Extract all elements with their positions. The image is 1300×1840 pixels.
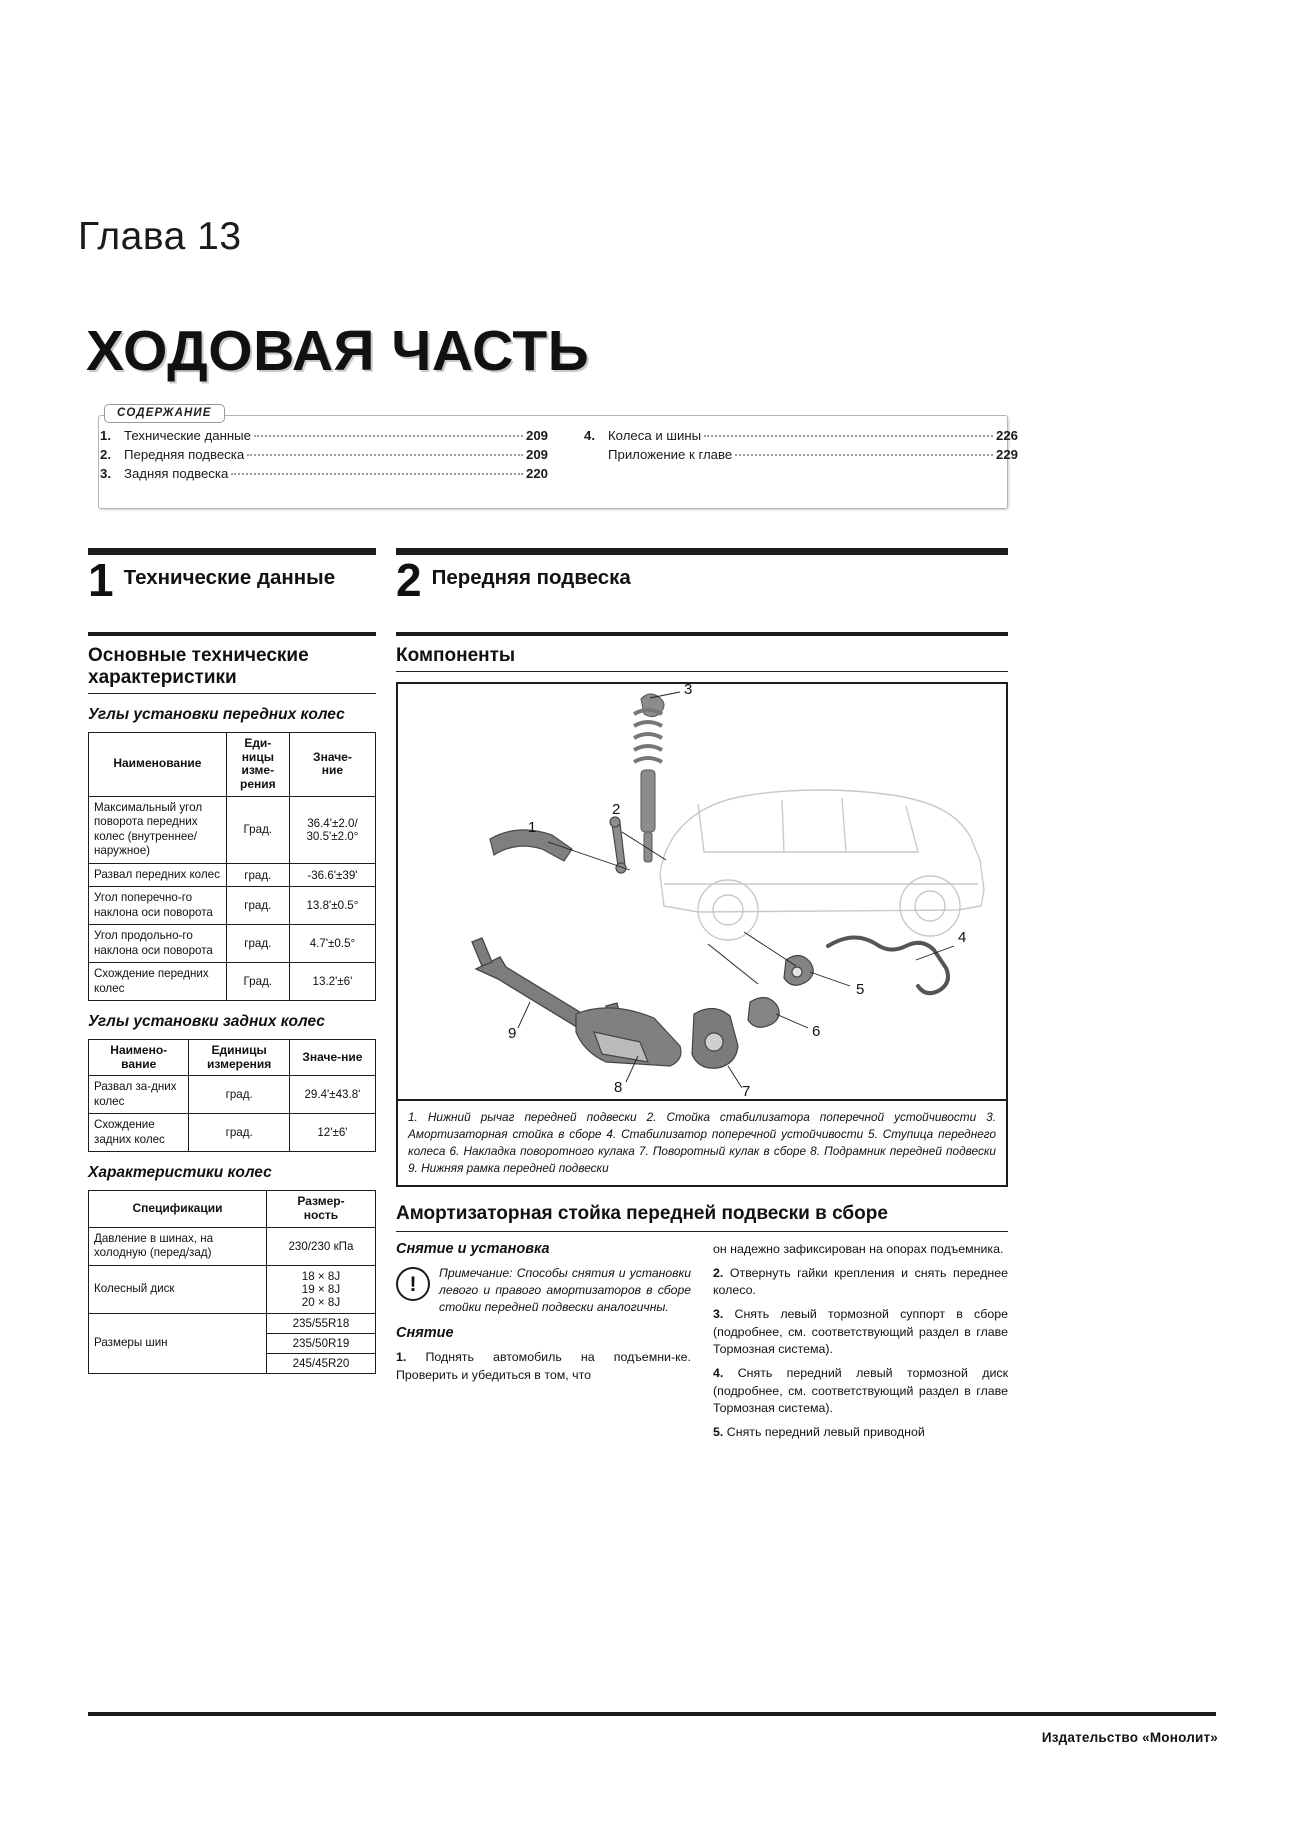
section-1-name: Технические данные bbox=[123, 566, 336, 589]
subsection-heading: Основные технические характеристики bbox=[88, 645, 309, 688]
toc-entry[interactable] bbox=[78, 447, 548, 462]
cell-dimension bbox=[266, 1265, 375, 1313]
toc-entry-label: Технические данные bbox=[124, 428, 251, 443]
col-header-units: Еди- ницы изме- рения bbox=[226, 732, 289, 796]
list-item bbox=[713, 1424, 1008, 1442]
diagram-label-7: 7 bbox=[742, 1083, 751, 1100]
list-item bbox=[713, 1241, 1008, 1259]
toc-entry-label: Передняя подвеска bbox=[124, 447, 245, 462]
cell-name: Угол поперечно-го наклона оси поворота bbox=[89, 887, 227, 925]
section-2-name: Передняя подвеска bbox=[431, 566, 631, 589]
table-front-title: Углы установки передних колес bbox=[88, 706, 345, 724]
dimension-item: 18 × 8J bbox=[301, 1269, 341, 1283]
chapter-title: ХОДОВАЯ ЧАСТЬ bbox=[86, 319, 590, 383]
diagram-label-3: 3 bbox=[684, 684, 693, 699]
tire-size-list bbox=[267, 1314, 375, 1373]
part-7-steering-knuckle bbox=[692, 1009, 738, 1069]
dimension-item: 20 × 8J bbox=[301, 1295, 341, 1309]
cell-units: Град. bbox=[226, 963, 289, 1001]
diagram-label-4: 4 bbox=[958, 929, 967, 947]
section-1-number: 1 bbox=[88, 554, 114, 606]
table-row bbox=[89, 1265, 376, 1313]
cell-spec: Колесный диск bbox=[89, 1265, 267, 1313]
section-rule-bottom bbox=[396, 632, 1008, 636]
footer-publisher: Издательство «Монолит» bbox=[1041, 1730, 1218, 1745]
toc-entry-page: 229 bbox=[995, 447, 1018, 462]
toc-entry-number: 4. bbox=[584, 428, 595, 443]
cell-value: 4.7'±0.5° bbox=[289, 925, 375, 963]
toc-column-right bbox=[548, 428, 1018, 485]
table-row bbox=[89, 1313, 376, 1373]
dimension-item: 19 × 8J bbox=[301, 1282, 341, 1296]
step-text: Снять передний левый тормозной диск (подробнее, см. соответствующий раздел в главе Тормозная система). bbox=[713, 1365, 1008, 1416]
chapter-label: Глава 13 bbox=[78, 215, 242, 258]
toc-entry[interactable] bbox=[78, 466, 548, 481]
table-wheels-title: Характеристики колес bbox=[88, 1164, 272, 1182]
list-item bbox=[713, 1306, 1008, 1359]
step-number: 1. bbox=[396, 1350, 407, 1365]
cell-units: град. bbox=[189, 1076, 289, 1114]
step-text: он надежно зафиксирован на опорах подъемника. bbox=[713, 1242, 1004, 1257]
cell-name: Угол продольно-го наклона оси поворота bbox=[89, 925, 227, 963]
part-6-knuckle-cover bbox=[748, 998, 779, 1028]
toc-leader-dots bbox=[247, 447, 523, 456]
toc-entry-number: 2. bbox=[100, 447, 111, 462]
toc-columns bbox=[78, 428, 1018, 485]
part-5-front-hub bbox=[784, 956, 813, 986]
cell-units: Град. bbox=[226, 796, 289, 863]
table-row bbox=[89, 1076, 376, 1114]
toc-entry[interactable] bbox=[78, 428, 548, 443]
cell-name: Схождение задних колес bbox=[89, 1114, 189, 1152]
dimension-item: 235/50R19 bbox=[267, 1333, 375, 1353]
wheel-spec-table bbox=[88, 1190, 376, 1374]
table-row bbox=[89, 963, 376, 1001]
table-row bbox=[89, 863, 376, 886]
diagram-label-9: 9 bbox=[508, 1025, 517, 1043]
col-header-name: Наименование bbox=[89, 732, 227, 796]
table-header-row bbox=[89, 1039, 376, 1076]
procedure-column-left bbox=[396, 1241, 691, 1447]
dimension-item: 235/55R18 bbox=[267, 1314, 375, 1334]
exclamation-icon: ! bbox=[396, 1267, 430, 1301]
step-number: 4. bbox=[713, 1365, 724, 1380]
diagram-label-6: 6 bbox=[812, 1023, 821, 1041]
car-outline bbox=[660, 790, 984, 940]
suspension-components-diagram bbox=[396, 682, 1008, 1101]
manual-page bbox=[78, 0, 1018, 1840]
col-header-value: Значе- ние bbox=[289, 732, 375, 796]
step-text: Снять левый тормозной суппорт в сборе (подробнее, см. соответствующий раздел в главе Тормозная система). bbox=[713, 1307, 1008, 1357]
diagram-svg bbox=[398, 684, 1006, 1099]
toc-leader-dots bbox=[254, 428, 523, 437]
heading-rule bbox=[396, 671, 1008, 673]
toc-leader-dots bbox=[231, 466, 523, 475]
toc-entry-label: Колеса и шины bbox=[608, 428, 702, 443]
diagram-label-5: 5 bbox=[856, 981, 865, 999]
cell-spec: Размеры шин bbox=[89, 1313, 267, 1373]
cell-name: Максимальный угол поворота передних колес (внутреннее/наружное) bbox=[89, 796, 227, 863]
part-2-stabilizer-link bbox=[610, 817, 626, 873]
table-row bbox=[89, 887, 376, 925]
diagram-label-2: 2 bbox=[612, 801, 621, 819]
procedure-columns bbox=[396, 1241, 1008, 1447]
cell-value: 13.2'±6' bbox=[289, 963, 375, 1001]
step-text: Поднять автомобиль на подъемни-ке. Проверить и убедиться в том, что bbox=[396, 1350, 691, 1383]
figure-caption: 1. Нижний рычаг передней подвески 2. Стойка стабилизатора поперечной устойчивости 3. Амортизаторная стойка в сборе 4. Стабилизатор поперечной устойчивости 5. Ступица переднего колеса 6. Накладка поворотного кулака 7. Поворотный кулак в сборе 8. Подрамник передней подвески 9. Нижняя рамка передней подвески bbox=[396, 1101, 1008, 1187]
toc-tag-label: СОДЕРЖАНИЕ bbox=[104, 404, 225, 423]
col-header-name: Наимено-вание bbox=[89, 1039, 189, 1076]
strut-assembly-heading: Амортизаторная стойка передней подвески в сборе bbox=[396, 1203, 888, 1225]
section-2-header bbox=[396, 548, 1008, 628]
cell-name: Развал за-дних колес bbox=[89, 1076, 189, 1114]
diagram-label-8: 8 bbox=[614, 1079, 623, 1097]
table-row bbox=[89, 1114, 376, 1152]
cell-units: град. bbox=[189, 1114, 289, 1152]
list-item bbox=[396, 1349, 691, 1384]
note-block bbox=[396, 1265, 691, 1316]
cell-name: Развал передних колес bbox=[89, 863, 227, 886]
rear-alignment-table bbox=[88, 1039, 376, 1153]
cell-spec: Давление в шинах, на холодную (перед/зад) bbox=[89, 1227, 267, 1265]
list-item bbox=[713, 1265, 1008, 1300]
cell-dimension bbox=[266, 1313, 375, 1373]
step-number: 3. bbox=[713, 1307, 724, 1322]
table-row bbox=[89, 1227, 376, 1265]
section-2-number: 2 bbox=[396, 554, 422, 606]
toc-entry-page: 220 bbox=[525, 466, 548, 481]
cell-units: град. bbox=[226, 887, 289, 925]
part-8-front-subframe bbox=[576, 1008, 681, 1066]
diagram-number-labels bbox=[508, 684, 966, 1099]
dimension-item: 245/45R20 bbox=[292, 1356, 350, 1370]
cell-dimension: 230/230 кПа bbox=[266, 1227, 375, 1265]
table-row bbox=[89, 925, 376, 963]
toc-entry[interactable] bbox=[548, 428, 1018, 443]
right-column bbox=[396, 548, 1008, 1447]
table-rear-title: Углы установки задних колес bbox=[88, 1013, 325, 1031]
diagram-label-1: 1 bbox=[528, 819, 537, 837]
cell-name: Схождение передних колес bbox=[89, 963, 227, 1001]
cell-units: град. bbox=[226, 925, 289, 963]
front-alignment-table bbox=[88, 732, 376, 1002]
toc-entry-page: 209 bbox=[525, 428, 548, 443]
heading-rule bbox=[396, 1231, 1008, 1233]
toc-entry-page: 209 bbox=[525, 447, 548, 462]
note-content bbox=[439, 1265, 691, 1316]
step-text: Снять передний левый приводной bbox=[726, 1424, 925, 1439]
col-header-dimension: Размер- ность bbox=[266, 1191, 375, 1228]
removal-install-heading: Снятие и установка bbox=[396, 1241, 550, 1258]
cell-units: град. bbox=[226, 863, 289, 886]
removal-heading: Снятие bbox=[396, 1325, 454, 1342]
toc-leader-dots bbox=[704, 428, 993, 437]
toc-entry-number: 1. bbox=[100, 428, 111, 443]
part-3-strut bbox=[634, 694, 664, 862]
step-number: 2. bbox=[713, 1265, 724, 1280]
heading-rule bbox=[88, 693, 376, 695]
toc-entry[interactable] bbox=[548, 447, 1018, 462]
steps-list-left bbox=[396, 1349, 691, 1384]
cell-value: -36.6'±39' bbox=[289, 863, 375, 886]
toc-leader-dots bbox=[735, 447, 993, 456]
toc-column-left bbox=[78, 428, 548, 485]
steps-list-right bbox=[713, 1241, 1008, 1441]
components-heading: Компоненты bbox=[396, 645, 516, 666]
section-1-header bbox=[88, 548, 376, 628]
table-header-row bbox=[89, 1191, 376, 1228]
left-column bbox=[88, 548, 376, 1374]
toc-entry-page: 226 bbox=[995, 428, 1018, 443]
footer-rule bbox=[88, 1712, 1216, 1716]
note-label: Примечание: bbox=[439, 1266, 513, 1281]
col-header-value: Значе-ние bbox=[289, 1039, 375, 1076]
cell-value: 12'±6' bbox=[289, 1114, 375, 1152]
toc-entry-number: 3. bbox=[100, 466, 111, 481]
toc-entry-label: Задняя подвеска bbox=[124, 466, 229, 481]
cell-value: 13.8'±0.5° bbox=[289, 887, 375, 925]
step-number: 5. bbox=[713, 1424, 724, 1439]
note-text: Способы снятия и установки левого и правого амортизаторов в сборе стойки передней подвески аналогичны. bbox=[439, 1266, 691, 1315]
col-header-spec: Спецификации bbox=[89, 1191, 267, 1228]
section-rule-top bbox=[396, 548, 1008, 555]
procedure-column-right bbox=[713, 1241, 1008, 1447]
table-row bbox=[89, 796, 376, 863]
toc-entry-label: Приложение к главе bbox=[608, 447, 733, 462]
section-rule-top bbox=[88, 548, 376, 555]
list-item bbox=[713, 1365, 1008, 1418]
step-text: Отвернуть гайки крепления и снять переднее колесо. bbox=[713, 1265, 1008, 1298]
cell-value: 29.4'±43.8' bbox=[289, 1076, 375, 1114]
cell-value: 36.4'±2.0/ 30.5'±2.0° bbox=[289, 796, 375, 863]
col-header-units: Единицы измерения bbox=[189, 1039, 289, 1076]
table-header-row bbox=[89, 732, 376, 796]
section-rule-bottom bbox=[88, 632, 376, 636]
